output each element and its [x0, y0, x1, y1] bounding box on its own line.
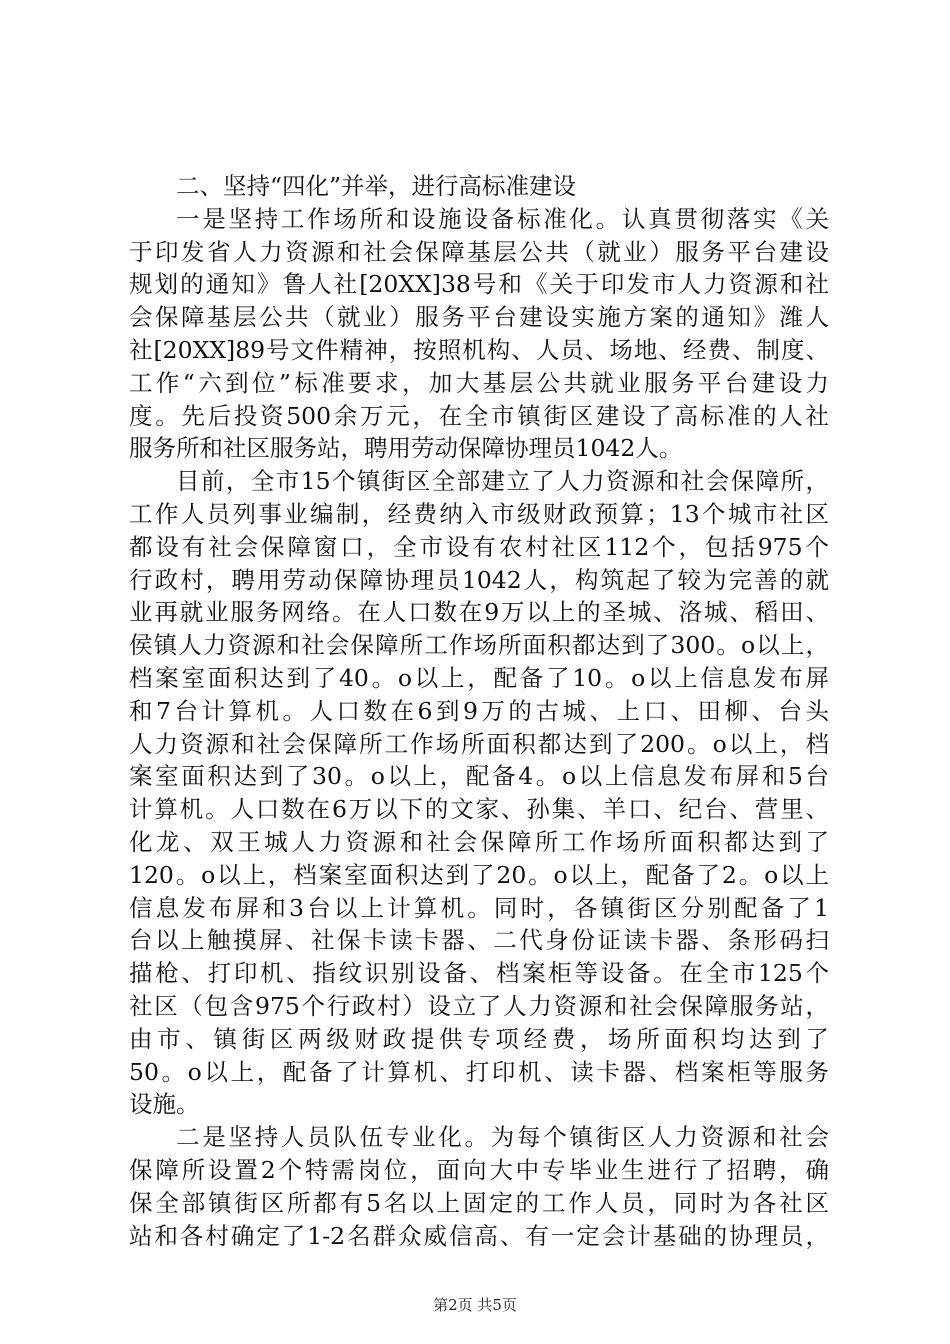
text-line: 度。先后投资500余万元，在全市镇街区建设了高标准的人社 — [129, 401, 829, 430]
text-line: 和7台计算机。人口数在6到9万的古城、上口、田柳、台头 — [129, 696, 829, 725]
text-line: 社区（包含975个行政村）设立了人力资源和社会保障服务站， — [129, 991, 829, 1020]
text-line: 会保障基层公共（就业）服务平台建设实施方案的通知》潍人 — [129, 303, 829, 332]
text-line: 服务所和社区服务站，聘用劳动保障协理员1042人。 — [129, 434, 683, 463]
text-line: 工作“六到位”标准要求，加大基层公共就业服务平台建设力 — [129, 368, 829, 397]
text-line: 于印发省人力资源和社会保障基层公共（就业）服务平台建设 — [129, 237, 829, 266]
text-line: 二、坚持“四化”并举，进行高标准建设 — [176, 172, 577, 200]
text-line: 社[20XX]89号文件精神，按照机构、人员、场地、经费、制度、 — [129, 335, 829, 364]
text-line: 台以上触摸屏、社保卡读卡器、二代身份证读卡器、条形码扫 — [129, 926, 829, 955]
text-line: 描枪、打印机、指纹识别设备、档案柜等设备。在全市125个 — [129, 959, 829, 988]
text-line: 一是坚持工作场所和设施设备标准化。认真贯彻落实《关 — [176, 204, 829, 233]
text-line: 都设有社会保障窗口，全市设有农村社区112个，包括975个 — [129, 532, 829, 561]
text-line: 计算机。人口数在6万以下的文家、孙集、羊口、纪台、营里、 — [129, 795, 829, 824]
text-line: 站和各村确定了1-2名群众威信高、有一定会计基础的协理员， — [129, 1221, 829, 1250]
text-line: 信息发布屏和3台以上计算机。同时，各镇街区分别配备了1 — [129, 893, 829, 922]
document-body — [129, 170, 829, 1252]
text-line: 保障所设置2个特需岗位，面向大中专毕业生进行了招聘，确 — [129, 1155, 829, 1184]
text-line: 档案室面积达到了40。o以上，配备了10。o以上信息发布屏 — [129, 663, 829, 692]
text-line: 行政村，聘用劳动保障协理员1042人，构筑起了较为完善的就 — [129, 565, 829, 594]
text-line: 化龙、双王城人力资源和社会保障所工作场所面积都达到了 — [129, 827, 829, 856]
text-line: 50。o以上，配备了计算机、打印机、读卡器、档案柜等服务 — [129, 1057, 829, 1086]
text-line: 工作人员列事业编制，经费纳入市级财政预算；13个城市社区 — [129, 499, 829, 528]
text-line: 120。o以上，档案室面积达到了20。o以上，配备了2。o以上 — [129, 860, 829, 889]
text-line: 案室面积达到了30。o以上，配备4。o以上信息发布屏和5台 — [129, 762, 829, 791]
text-line: 设施。 — [129, 1090, 200, 1119]
text-line: 目前，全市15个镇街区全部建立了人力资源和社会保障所， — [176, 467, 829, 496]
text-line: 保全部镇街区所都有5名以上固定的工作人员，同时为各社区 — [129, 1188, 829, 1217]
page-footer: 第2页 共5页 — [433, 1296, 517, 1314]
text-line: 规划的通知》鲁人社[20XX]38号和《关于印发市人力资源和社 — [129, 270, 829, 299]
text-line: 业再就业服务网络。在人口数在9万以上的圣城、洛城、稻田、 — [129, 598, 829, 627]
text-line: 人力资源和社会保障所工作场所面积都达到了200。o以上，档 — [129, 729, 829, 758]
text-line: 侯镇人力资源和社会保障所工作场所面积都达到了300。o以上， — [129, 631, 829, 660]
text-line: 二是坚持人员队伍专业化。为每个镇街区人力资源和社会 — [176, 1123, 829, 1152]
text-line: 由市、镇街区两级财政提供专项经费，场所面积均达到了 — [129, 1024, 829, 1053]
